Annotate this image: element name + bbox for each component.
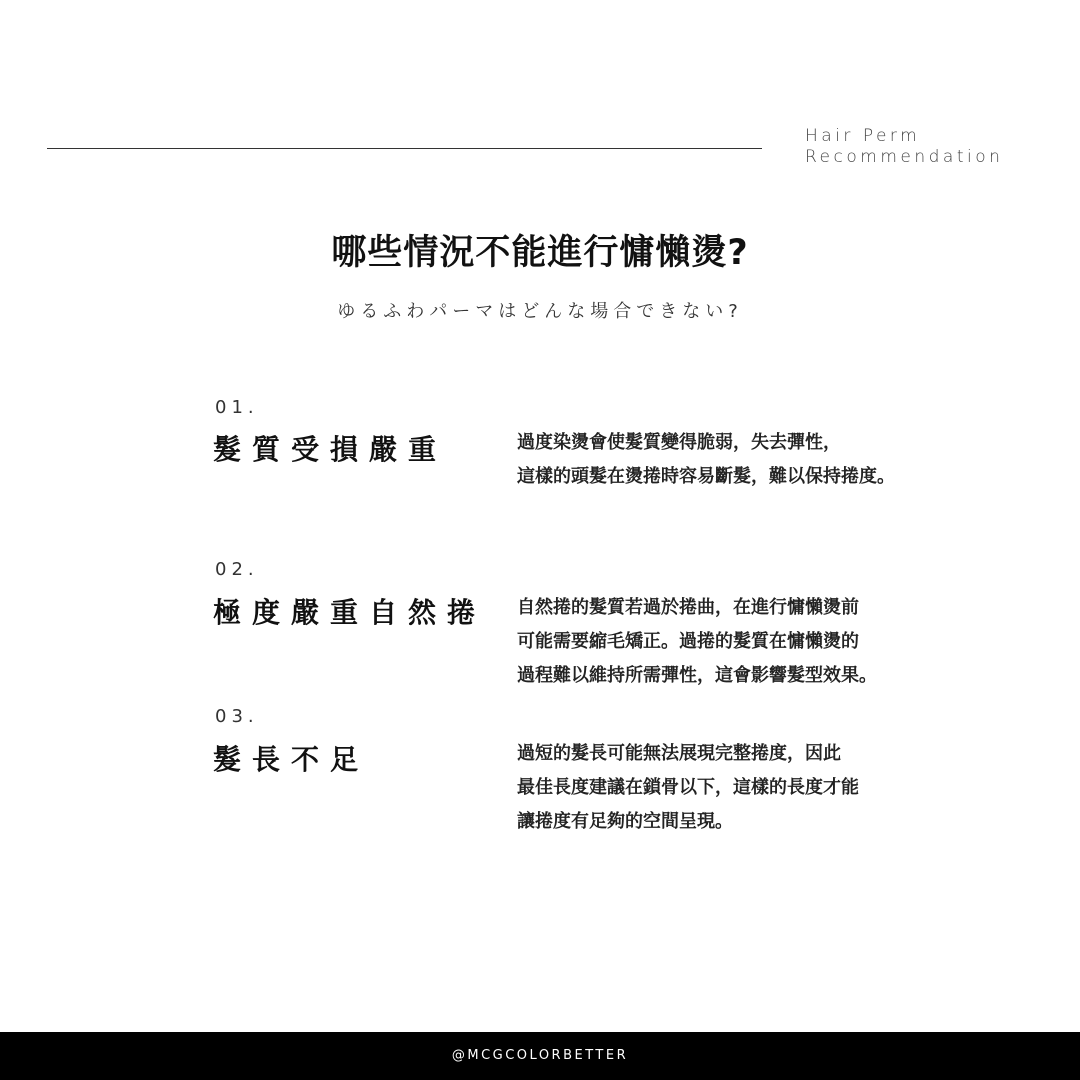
description-line: 自然捲的髮質若過於捲曲，在進行慵懶燙前 <box>517 597 859 618</box>
description-line: 過程難以維持所需彈性，這會影響髮型效果。 <box>517 665 877 686</box>
header-divider <box>47 148 762 149</box>
brand-label <box>805 126 1003 168</box>
item-description <box>517 426 895 494</box>
description-line: 過度染燙會使髮質變得脆弱，失去彈性， <box>517 432 841 453</box>
item-heading: 髮質受損嚴重 <box>213 433 448 466</box>
brand-line-1: Hair Perm <box>805 126 921 146</box>
item-number: 02. <box>215 559 259 580</box>
item-number: 01. <box>215 397 259 418</box>
description-line: 讓捲度有足夠的空間呈現。 <box>517 811 733 832</box>
item-description <box>517 737 859 839</box>
brand-line-2: Recommendation <box>805 147 1004 167</box>
item-heading: 極度嚴重自然捲 <box>213 596 487 629</box>
description-line: 這樣的頭髮在燙捲時容易斷髮，難以保持捲度。 <box>517 466 895 487</box>
page-title: 哪些情況不能進行慵懶燙? <box>331 233 749 273</box>
footer-bar <box>0 1032 1080 1080</box>
description-line: 最佳長度建議在鎖骨以下，這樣的長度才能 <box>517 777 859 798</box>
description-line: 過短的髮長可能無法展現完整捲度，因此 <box>517 743 841 764</box>
item-heading: 髮長不足 <box>213 743 370 776</box>
page-subtitle: ゆるふわパーマはどんな場合できない? <box>337 301 743 322</box>
item-number: 03. <box>215 706 259 727</box>
social-handle: @MCGCOLORBETTER <box>451 1048 629 1063</box>
description-line: 可能需要縮毛矯正。過捲的髮質在慵懶燙的 <box>517 631 859 652</box>
item-description <box>517 591 877 693</box>
